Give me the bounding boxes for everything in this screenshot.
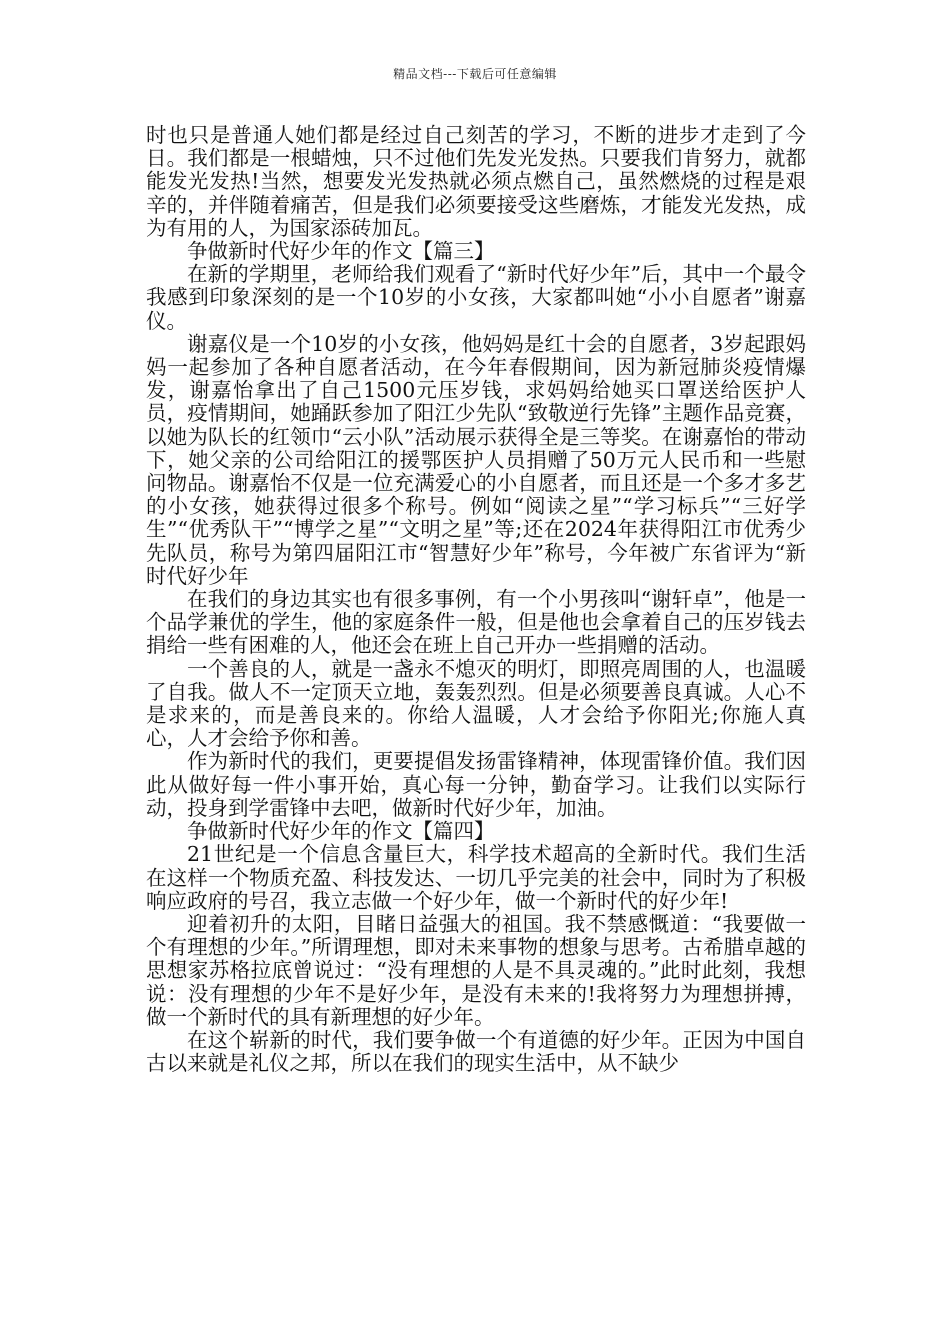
- section-heading-part-three: 争做新时代好少年的作文【篇三】: [187, 239, 495, 264]
- paragraph: 谢嘉仪是一个10岁的小女孩，他妈妈是红十会的自愿者，3岁起跟妈妈一起参加了各种自愿者活动，在今年春假期间，因为新冠肺炎疫情爆发，谢嘉怡拿出了自己1500元压岁钱，求妈妈给她买口罩送给医护人员，疫情期间，她踊跃参加了阳江少先队“致敬逆行先锋”主题作品竞赛，以她为队长的红领巾“云小队”活动展示获得全是三等奖。在谢嘉怡的带动下，她父亲的公司给阳江的援鄂医护人员捐赠了50万元人民币和一些慰问物品。谢嘉怡不仅是一位充满爱心的小自愿者，而且还是一个多才多艺的小女孩，她获得过很多个称号。例如“阅读之星”“学习标兵”“三好学生”“优秀队干”“博学之星”“文明之星”等;还在2024年获得阳江市优秀少先队员，称号为第四届阳江市“智慧好少年”称号，今年被广东省评为“新时代好少年: [146, 331, 806, 588]
- document-body: [146, 124, 806, 1075]
- paragraph: 一个善良的人，就是一盏永不熄灭的明灯，即照亮周围的人，也温暖了自我。做人不一定顶天立地，轰轰烈烈。但是必须要善良真诚。人心不是求来的，而是善良来的。你给人温暖，人才会给予你阳光;你施人真心，人才会给予你和善。: [146, 656, 806, 751]
- paragraph: 作为新时代的我们，更要提倡发扬雷锋精神，体现雷锋价值。我们因此从做好每一件小事开始，真心每一分钟，勤奋学习。让我们以实际行动，投身到学雷锋中去吧，做新时代好少年，加油。: [146, 749, 806, 820]
- paragraph: 在我们的身边其实也有很多事例，有一个小男孩叫“谢轩卓”，他是一个品学兼优的学生，他的家庭条件一般，但是他也会拿着自己的压岁钱去捐给一些有困难的人，他还会在班上自己开办一些捐赠的活动。: [146, 587, 806, 658]
- section-heading-part-four: 争做新时代好少年的作文【篇四】: [187, 819, 495, 844]
- paragraph-continuation: 时也只是普通人她们都是经过自己刻苦的学习，不断的进步才走到了今日。我们都是一根蜡烛，只不过他们先发光发热。只要我们肯努力，就都能发光发热!当然，想要发光发热就必须点燃自己，虽然燃烧的过程是艰辛的，并伴随着痛苦，但是我们必须要接受这些磨炼，才能发光发热，成为有用的人，为国家添砖加瓦。: [146, 123, 806, 240]
- page-header: 精品文档---下载后可任意编辑: [393, 67, 557, 81]
- paragraph: 迎着初升的太阳，目睹日益强大的祖国。我不禁感慨道：“我要做一个有理想的少年。”所谓理想，即对未来事物的想象与思考。古希腊卓越的思想家苏格拉底曾说过：“没有理想的人是不具灵魂的。”此时此刻，我想说：没有理想的少年不是好少年，是没有未来的!我将努力为理想拼搏，做一个新时代的具有新理想的好少年。: [146, 911, 806, 1029]
- paragraph: 在这个崭新的时代，我们要争做一个有道德的好少年。正因为中国自古以来就是礼仪之邦，所以在我们的现实生活中，从不缺少: [146, 1027, 806, 1076]
- paragraph: 在新的学期里，老师给我们观看了“新时代好少年”后，其中一个最令我感到印象深刻的是一个10岁的小女孩，大家都叫她“小小自愿者”谢嘉仪。: [146, 262, 806, 333]
- paragraph: 21世纪是一个信息含量巨大，科学技术超高的全新时代。我们生活在这样一个物质充盈、科技发达、一切几乎完美的社会中，同时为了积极响应政府的号召，我立志做一个好少年，做一个新时代的好少年!: [146, 842, 806, 913]
